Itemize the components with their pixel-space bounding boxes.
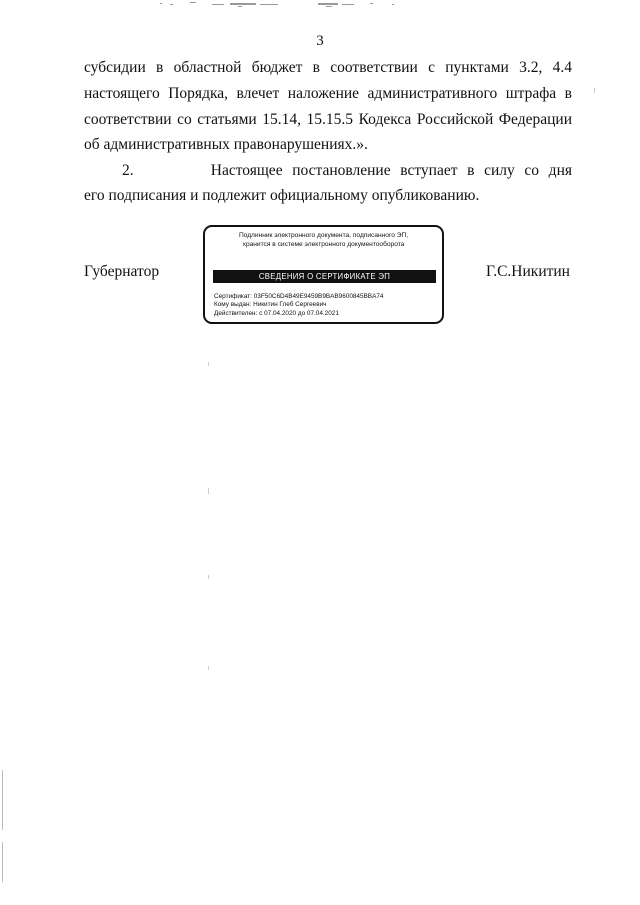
stamp-valid-row [214, 310, 383, 318]
stamp-header-line-2: хранится в системе электронного документооборота [242, 240, 405, 248]
paragraph-1-line-3: соответствии со статьями 15.14, 15.15.5 Кодекса Российской Федерации [84, 111, 572, 128]
scan-speck [594, 88, 595, 93]
page-number: 3 [316, 33, 324, 49]
paragraph-1-line-2: настоящего Порядка, влечет наложение административного штрафа в [84, 85, 572, 102]
paragraph-1-line-1: субсидии в областной бюджет в соответствии с пунктами 3.2, 4.4 [84, 59, 572, 76]
scan-speck [208, 575, 209, 579]
valid-value: с 07.04.2020 до 07.04.2021 [259, 309, 339, 317]
certificate-label: Сертификат: [214, 293, 252, 300]
signature-position: Губернатор [84, 263, 160, 280]
stamp-issued-to-row [214, 301, 383, 309]
scan-artifact-top [160, 0, 420, 14]
stamp-certificate-info [214, 293, 383, 318]
electronic-signature-stamp [203, 225, 444, 324]
paragraph-1-line-4: об административных правонарушениях.». [84, 136, 368, 153]
paragraph-2-line-2: его подписания и подлежит официальному опубликованию. [84, 187, 480, 204]
scan-speck [208, 666, 209, 670]
scan-speck [208, 488, 209, 494]
issued-to-label: Кому выдан: [214, 301, 252, 309]
paragraph-2-line-1: 2. Настоящее постановление вступает в силу со дня [122, 162, 572, 179]
scan-speck [208, 362, 209, 366]
stamp-certificate-band: СВЕДЕНИЯ О СЕРТИФИКАТЕ ЭП [213, 270, 436, 283]
stamp-header-line-1: Подлинник электронного документа, подписанного ЭП, [238, 232, 409, 239]
valid-label: Действителен: [214, 309, 258, 317]
scan-edge-mark [2, 842, 3, 882]
signature-name: Г.С.Никитин [486, 263, 570, 280]
certificate-value: 03F50C6D4B49E9459B9BAB9600845BBA74 [253, 293, 384, 300]
stamp-header [205, 232, 442, 249]
issued-to-value: Никитин Глеб Сергеевич [253, 301, 327, 309]
scan-edge-mark [2, 770, 3, 830]
